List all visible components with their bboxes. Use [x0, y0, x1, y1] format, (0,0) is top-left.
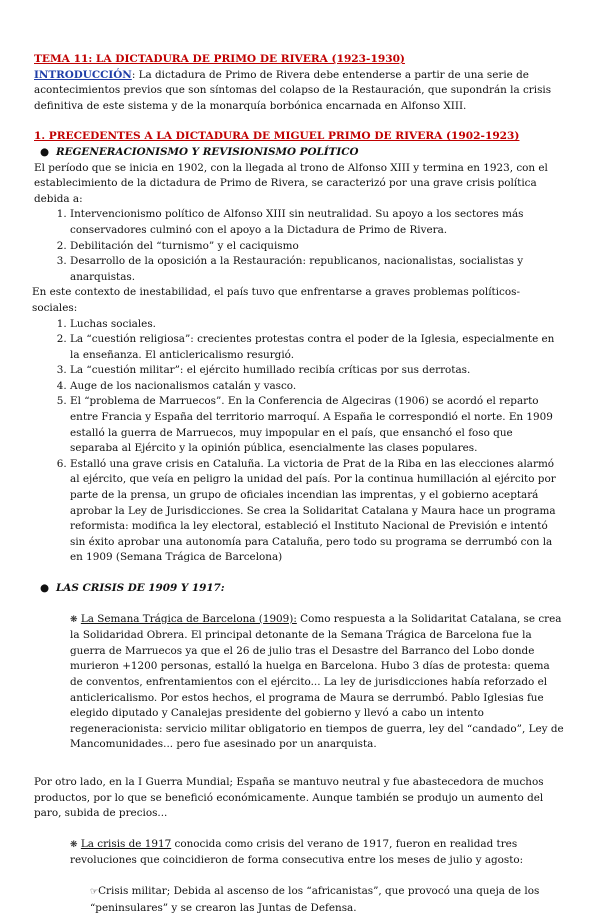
asterisk-icon: ❋: [70, 614, 78, 625]
paragraph-periodo: El período que se inicia en 1902, con la llegada al trono de Alfonso XIII y termina en 1923, con el establecimiento de la dictadura de Primo de Rivera, se caracterizó por una grave crisis política debida a:: [34, 161, 548, 205]
list-item: 4. Auge de los nacionalismos catalán y vasco.: [70, 379, 564, 395]
list-item: 2. La “cuestión religiosa”: crecientes protestas contra el poder de la Iglesia, especialmente en la enseñanza. El anticlericalismo resurgió.: [70, 332, 564, 363]
intro-text: : La dictadura de Primo de Rivera debe entenderse a partir de una serie de acontecimientos previos que son síntomas del colapso de la Restauración, que supondrán la crisis definitiva de este sistema y de la monarquía borbónica encarnada en Alfonso XIII.: [34, 68, 552, 112]
paragraph-crisis-1917: [34, 837, 564, 869]
list-item: 6. Estalló una grave crisis en Cataluña. La victoria de Prat de la Riba en las elecciones alarmó al ejército, que veía en peligro la unidad del país. Por la continua humillación al ejército por parte de la prensa, un grupo de oficiales incendian las imprentas, y el gobierno aceptará aprobar la Ley de Jurisdicciones. Se crea la Solidaritat Catalana y Maura hace un programa reformista: modifica la ley electoral, estableció el Instituto Nacional de Previsión e intentó sin éxito aprobar una autonomía para Cataluña, pero todo su programa se derrumbó con la en 1909 (Semana Trágica de Barcelona): [70, 457, 564, 566]
list-item: 1. Intervencionismo político de Alfonso XIII sin neutralidad. Su apoyo a los sectores más conservadores culminó con el apoyo a la Dictadura de Primo de Rivera.: [70, 207, 564, 238]
list-item: 1. Luchas sociales.: [70, 317, 564, 333]
asterisk-icon: ❋: [70, 839, 78, 850]
crisis1917-label: La crisis de 1917: [80, 837, 172, 850]
bullet-dot-icon: ●: [40, 145, 50, 158]
document-page: [34, 52, 564, 916]
document-title: TEMA 11: LA DICTADURA DE PRIMO DE RIVERA (1923-1930): [34, 53, 405, 65]
intro-paragraph: [34, 68, 564, 115]
list-item: 2. Debilitación del “turnismo” y el caciquismo: [70, 239, 564, 255]
semana-label: La Semana Trágica de Barcelona (1909):: [80, 612, 297, 625]
paragraph-contexto: En este contexto de inestabilidad, el país tuvo que enfrentarse a graves problemas políticos-sociales:: [32, 286, 520, 314]
list-problems: [34, 317, 564, 567]
list-crisis-causes: [34, 207, 564, 285]
paragraph-crisis-militar: [34, 884, 564, 916]
bullet-dot-icon: ●: [40, 582, 50, 594]
subheading-crisis: [34, 581, 564, 597]
semana-text: Como respuesta a la Solidaritat Catalana, se crea la Solidaridad Obrera. El principal detonante de la Semana Trágica de Barcelona fue la guerra de Marruecos ya que el 26 de julio tras el Desastre del Barranco del Lobo donde murieron +1200 personas, estalló la huelga en Barcelona. Hubo 3 días de protesta: quema de conventos, enfrentamientos con el ejército... La ley de jurisdicciones había reforzado el anticlericalismo. Por estos hechos, el programa de Maura se derrumbó. Pablo Iglesias fue elegido diputado y Canalejas presidente del gobierno y llevó a cabo un intento regeneracionista: servicio militar obligatorio en tiempos de guerra, ley del “candado”, Ley de Mancomunidades... pero fue asesinado por un anarquista.: [70, 612, 564, 751]
section1-heading: 1. PRECEDENTES A LA DICTADURA DE MIGUEL PRIMO DE RIVERA (1902-1923): [34, 130, 520, 143]
list-item: 3. La “cuestión militar”: el ejército humillado recibía críticas por sus derrotas.: [70, 363, 564, 379]
paragraph-semana-tragica: [34, 612, 564, 753]
pointing-hand-icon: ☞: [90, 886, 99, 897]
paragraph-guerra-mundial: Por otro lado, en la I Guerra Mundial; España se mantuvo neutral y fue abastecedora de muchos productos, por lo que se benefició económicamente. Aunque también se produjo un aumento del paro, subida de precios...: [34, 775, 544, 820]
crisis-militar-text: Crisis militar; Debida al ascenso de los “africanistas”, que provocó una queja de los “peninsulares” y se crearon las Juntas de Defensa.: [90, 884, 540, 914]
subheading-text: LAS CRISIS DE 1909 Y 1917:: [56, 582, 225, 594]
list-item: 3. Desarrollo de la oposición a la Restauración: republicanos, nacionalistas, socialistas y anarquistas.: [70, 254, 564, 285]
list-item: 5. El “problema de Marruecos”. En la Conferencia de Algeciras (1906) se acordó el reparto entre Francia y España del territorio marroquí. A España le correspondió el norte. En 1909 estalló la guerra de Marruecos, muy impopular en el país, que ensanchó el foso que separaba al Ejército y la opinión pública, esencialmente las clases populares.: [70, 394, 564, 456]
subheading-regeneracionismo: [34, 145, 564, 161]
subheading-text: REGENERACIONISMO Y REVISIONISMO POLÍTICO: [56, 145, 359, 158]
intro-label: INTRODUCCIÓN: [34, 68, 132, 81]
crisis1917-text: conocida como crisis del verano de 1917, fueron en realidad tres revoluciones que coincidieron de forma consecutiva entre los meses de julio y agosto:: [70, 837, 524, 867]
